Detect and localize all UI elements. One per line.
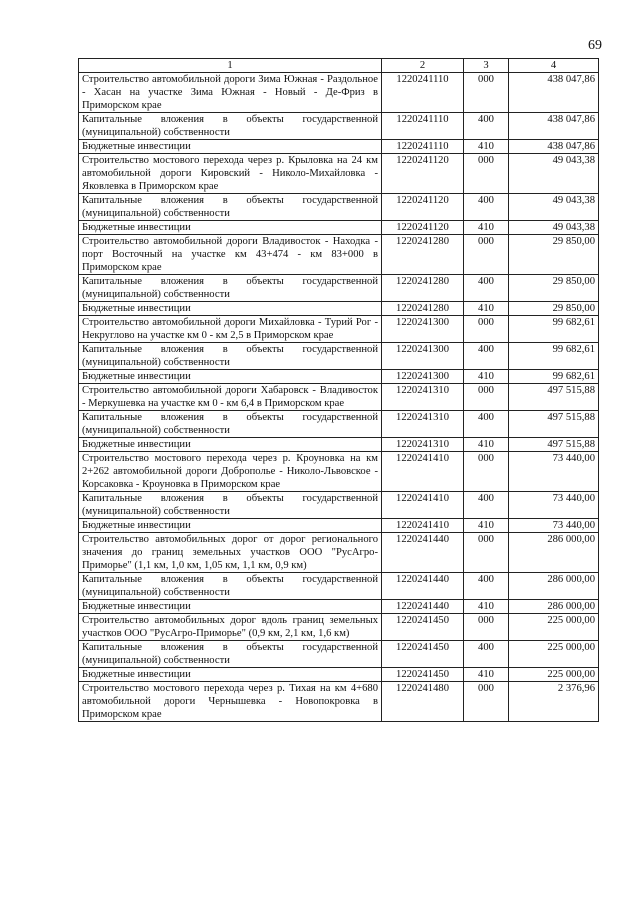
row-amount-cell: 49 043,38 xyxy=(509,194,599,221)
row-code-cell: 1220241280 xyxy=(382,235,464,275)
row-name-cell: Капитальные вложения в объекты государственной (муниципальной) собственности xyxy=(79,573,382,600)
row-amount-cell: 497 515,88 xyxy=(509,411,599,438)
row-type-cell: 400 xyxy=(464,113,509,140)
row-code-cell: 1220241280 xyxy=(382,275,464,302)
table-row xyxy=(79,533,599,573)
row-type-cell: 400 xyxy=(464,411,509,438)
row-type-cell: 400 xyxy=(464,492,509,519)
table-header-row xyxy=(79,59,599,73)
table-row xyxy=(79,614,599,641)
row-name-cell: Бюджетные инвестиции xyxy=(79,140,382,154)
row-code-cell: 1220241450 xyxy=(382,668,464,682)
row-name-cell: Строительство автомобильных дорог от дорог регионального значения до границ земельных участков ООО "РусАгро-Приморье" (1,1 км, 1,0 км, 1,05 км, 1,1 км, 0,9 км) xyxy=(79,533,382,573)
row-name-cell: Бюджетные инвестиции xyxy=(79,519,382,533)
row-amount-cell: 497 515,88 xyxy=(509,438,599,452)
row-code-cell: 1220241410 xyxy=(382,492,464,519)
row-type-cell: 000 xyxy=(464,452,509,492)
column-header-name: 1 xyxy=(79,59,382,73)
table-row xyxy=(79,221,599,235)
table-row xyxy=(79,275,599,302)
row-name-cell: Капитальные вложения в объекты государственной (муниципальной) собственности xyxy=(79,343,382,370)
row-amount-cell: 286 000,00 xyxy=(509,573,599,600)
row-name-cell: Бюджетные инвестиции xyxy=(79,221,382,235)
row-name-cell: Бюджетные инвестиции xyxy=(79,302,382,316)
row-name-cell: Капитальные вложения в объекты государственной (муниципальной) собственности xyxy=(79,411,382,438)
table-row xyxy=(79,438,599,452)
row-type-cell: 410 xyxy=(464,438,509,452)
table-row xyxy=(79,140,599,154)
row-amount-cell: 99 682,61 xyxy=(509,316,599,343)
row-type-cell: 000 xyxy=(464,384,509,411)
row-code-cell: 1220241310 xyxy=(382,438,464,452)
row-amount-cell: 2 376,96 xyxy=(509,682,599,722)
row-name-cell: Строительство автомобильной дороги Хабаровск - Владивосток - Меркушевка на участке км 0 - км 6,4 в Приморском крае xyxy=(79,384,382,411)
table-row xyxy=(79,573,599,600)
row-amount-cell: 438 047,86 xyxy=(509,113,599,140)
row-type-cell: 400 xyxy=(464,573,509,600)
row-amount-cell: 29 850,00 xyxy=(509,275,599,302)
row-name-cell: Капитальные вложения в объекты государственной (муниципальной) собственности xyxy=(79,641,382,668)
table-row xyxy=(79,235,599,275)
table-row xyxy=(79,641,599,668)
row-name-cell: Бюджетные инвестиции xyxy=(79,370,382,384)
row-type-cell: 400 xyxy=(464,194,509,221)
table-row xyxy=(79,370,599,384)
row-type-cell: 400 xyxy=(464,275,509,302)
table-row xyxy=(79,452,599,492)
row-name-cell: Капитальные вложения в объекты государственной (муниципальной) собственности xyxy=(79,113,382,140)
row-name-cell: Строительство автомобильной дороги Зима Южная - Раздольное - Хасан на участке Зима Южная - Новый - Де-Фриз в Приморском крае xyxy=(79,73,382,113)
row-amount-cell: 225 000,00 xyxy=(509,668,599,682)
row-name-cell: Бюджетные инвестиции xyxy=(79,438,382,452)
row-amount-cell: 49 043,38 xyxy=(509,154,599,194)
row-type-cell: 410 xyxy=(464,668,509,682)
row-amount-cell: 225 000,00 xyxy=(509,614,599,641)
row-type-cell: 410 xyxy=(464,302,509,316)
row-type-cell: 410 xyxy=(464,140,509,154)
table-row xyxy=(79,492,599,519)
row-amount-cell: 225 000,00 xyxy=(509,641,599,668)
row-name-cell: Строительство мостового перехода через р. Тихая на км 4+680 автомобильной дороги Чернышевка - Новопокровка в Приморском крае xyxy=(79,682,382,722)
table-row xyxy=(79,154,599,194)
row-type-cell: 000 xyxy=(464,154,509,194)
column-header-amount: 4 xyxy=(509,59,599,73)
row-type-cell: 000 xyxy=(464,316,509,343)
row-type-cell: 410 xyxy=(464,221,509,235)
row-code-cell: 1220241120 xyxy=(382,221,464,235)
table-row xyxy=(79,411,599,438)
row-code-cell: 1220241310 xyxy=(382,384,464,411)
row-code-cell: 1220241410 xyxy=(382,519,464,533)
row-amount-cell: 73 440,00 xyxy=(509,452,599,492)
row-name-cell: Капитальные вложения в объекты государственной (муниципальной) собственности xyxy=(79,492,382,519)
row-name-cell: Капитальные вложения в объекты государственной (муниципальной) собственности xyxy=(79,275,382,302)
row-amount-cell: 497 515,88 xyxy=(509,384,599,411)
row-code-cell: 1220241120 xyxy=(382,194,464,221)
table-row xyxy=(79,343,599,370)
table-row xyxy=(79,682,599,722)
row-type-cell: 000 xyxy=(464,235,509,275)
row-amount-cell: 73 440,00 xyxy=(509,492,599,519)
row-type-cell: 400 xyxy=(464,343,509,370)
row-code-cell: 1220241480 xyxy=(382,682,464,722)
row-code-cell: 1220241120 xyxy=(382,154,464,194)
row-code-cell: 1220241450 xyxy=(382,614,464,641)
row-code-cell: 1220241440 xyxy=(382,573,464,600)
page-number: 69 xyxy=(588,38,602,53)
table-row xyxy=(79,668,599,682)
row-name-cell: Строительство автомобильных дорог вдоль границ земельных участков ООО "РусАгро-Приморье" (0,9 км, 2,1 км, 1,6 км) xyxy=(79,614,382,641)
row-amount-cell: 99 682,61 xyxy=(509,343,599,370)
row-code-cell: 1220241280 xyxy=(382,302,464,316)
table-row xyxy=(79,519,599,533)
row-amount-cell: 438 047,86 xyxy=(509,140,599,154)
row-type-cell: 000 xyxy=(464,533,509,573)
row-code-cell: 1220241410 xyxy=(382,452,464,492)
column-header-type: 3 xyxy=(464,59,509,73)
row-amount-cell: 29 850,00 xyxy=(509,235,599,275)
row-type-cell: 410 xyxy=(464,370,509,384)
row-name-cell: Бюджетные инвестиции xyxy=(79,668,382,682)
table-row xyxy=(79,302,599,316)
row-amount-cell: 29 850,00 xyxy=(509,302,599,316)
column-header-code: 2 xyxy=(382,59,464,73)
table-row xyxy=(79,73,599,113)
row-code-cell: 1220241440 xyxy=(382,600,464,614)
row-amount-cell: 438 047,86 xyxy=(509,73,599,113)
row-code-cell: 1220241110 xyxy=(382,113,464,140)
table-row xyxy=(79,384,599,411)
row-name-cell: Строительство автомобильной дороги Михайловка - Турий Рог - Некруглово на участке км 0 - км 2,5 в Приморском крае xyxy=(79,316,382,343)
row-name-cell: Строительство мостового перехода через р. Кроуновка на км 2+262 автомобильной дороги Доброполье - Николо-Львовское - Корсаковка - Кроуновка в Приморском крае xyxy=(79,452,382,492)
budget-table xyxy=(78,58,599,722)
row-type-cell: 000 xyxy=(464,682,509,722)
row-code-cell: 1220241110 xyxy=(382,140,464,154)
table-row xyxy=(79,113,599,140)
table-row xyxy=(79,194,599,221)
row-type-cell: 410 xyxy=(464,519,509,533)
row-code-cell: 1220241440 xyxy=(382,533,464,573)
row-name-cell: Бюджетные инвестиции xyxy=(79,600,382,614)
row-type-cell: 000 xyxy=(464,614,509,641)
row-name-cell: Строительство автомобильной дороги Владивосток - Находка - порт Восточный на участке км 43+474 - км 83+000 в Приморском крае xyxy=(79,235,382,275)
row-amount-cell: 286 000,00 xyxy=(509,533,599,573)
row-type-cell: 000 xyxy=(464,73,509,113)
row-code-cell: 1220241450 xyxy=(382,641,464,668)
row-name-cell: Строительство мостового перехода через р. Крыловка на 24 км автомобильной дороги Кировский - Николо-Михайловка - Яковлевка в Приморском крае xyxy=(79,154,382,194)
row-code-cell: 1220241310 xyxy=(382,411,464,438)
row-amount-cell: 286 000,00 xyxy=(509,600,599,614)
row-name-cell: Капитальные вложения в объекты государственной (муниципальной) собственности xyxy=(79,194,382,221)
row-amount-cell: 73 440,00 xyxy=(509,519,599,533)
row-type-cell: 400 xyxy=(464,641,509,668)
table-row xyxy=(79,316,599,343)
row-code-cell: 1220241110 xyxy=(382,73,464,113)
row-code-cell: 1220241300 xyxy=(382,370,464,384)
row-code-cell: 1220241300 xyxy=(382,343,464,370)
row-amount-cell: 49 043,38 xyxy=(509,221,599,235)
row-code-cell: 1220241300 xyxy=(382,316,464,343)
row-type-cell: 410 xyxy=(464,600,509,614)
row-amount-cell: 99 682,61 xyxy=(509,370,599,384)
table-row xyxy=(79,600,599,614)
